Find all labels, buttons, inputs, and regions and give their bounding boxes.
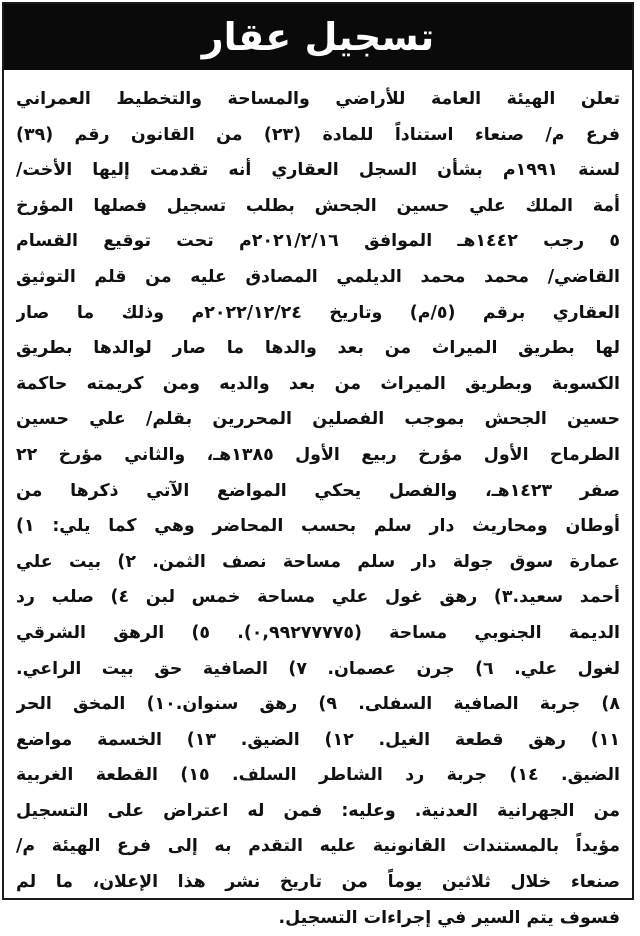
text-line: العقاري برقم (٥/م) وتاريخ ٢٠٢٢/١٢/٢٤م وذلك ما صار bbox=[16, 302, 620, 323]
text-line: الضيق. ١٤) جربة رد الشاطر السلف. ١٥) القطعة الغربية bbox=[16, 765, 620, 786]
text-line: أمة الملك علي حسين الجحش بطلب تسجيل فصلها المؤرخ bbox=[16, 195, 620, 216]
title-bar bbox=[4, 4, 632, 70]
text-line: تعلن الهيئة العامة للأراضي والمساحة والتخطيط العمراني bbox=[16, 89, 620, 109]
text-line: الكسوبة وبطريق الميراث من بعد والديه ومن كريمته حاكمة bbox=[16, 373, 620, 394]
notice-body bbox=[4, 70, 632, 936]
text-line: ٨) جربة الصافية السفلى. ٩) رهق سنوان.١٠) المخق الحر bbox=[16, 694, 620, 715]
text-line: أحمد سعيد.٣) رهق غول علي مساحة خمس لبن ٤) صلب رد bbox=[16, 587, 620, 608]
text-line: لسنة ١٩٩١م بشأن السجل العقاري أنه تقدمت إليها الأخت/ bbox=[16, 160, 620, 181]
text-line: من الجهرانية العدنية. وعليه: فمن له اعتراض على التسجيل bbox=[16, 800, 620, 821]
text-line: لها بطريق الميراث من بعد والدها ما صار لوالدها بطريق bbox=[16, 338, 620, 359]
text-line: صنعاء خلال ثلاثين يوماً من تاريخ نشر هذا الإعلان، ما لم bbox=[16, 872, 620, 893]
text-line: أوطان ومحاريث دار سلم بحسب المحاضر وهي كما يلي: ١) bbox=[16, 516, 620, 537]
text-line: ١١) رهق قطعة الغيل. ١٢) الضيق. ١٣) الخسمة مواضع bbox=[16, 729, 620, 750]
text-line: لغول علي. ٦) جرن عصمان. ٧) الصافية حق بيت الراعي. bbox=[16, 658, 620, 679]
text-line: فسوف يتم السير في إجراءات التسجيل. bbox=[278, 907, 620, 928]
text-line: القاضي/ محمد محمد الديلمي المصادق عليه من قلم التوثيق bbox=[16, 266, 620, 287]
text-line: فرع م/ صنعاء استناداً للمادة (٢٣) من القانون رقم (٣٩) bbox=[16, 124, 620, 145]
text-line: مؤيداً بالمستندات القانونية عليه التقدم به إلى فرع الهيئة م/ bbox=[16, 836, 620, 857]
text-line: الطرماح الأول مؤرخ ربيع الأول ١٣٨٥هـ، والثاني مؤرخ ٢٢ bbox=[16, 444, 620, 465]
text-line: الديمة الجنوبي مساحة (٠,٩٩٢٧٧٧٧٥). ٥) الرهق الشرقي bbox=[16, 622, 620, 643]
text-line: حسين الجحش بموجب الفصلين المحررين بقلم/ علي حسين bbox=[16, 409, 620, 430]
notice-title: تسجيل عقار bbox=[201, 15, 435, 59]
text-line: عمارة سوق جولة دار سلم مساحة نصف الثمن. ٢) بيت علي bbox=[16, 551, 620, 572]
text-line: صفر ١٤٢٣هـ، والفصل يحكي المواضع الآتي ذكرها من bbox=[16, 480, 620, 501]
notice-frame bbox=[2, 2, 634, 928]
text-line: ٥ رجب ١٤٤٢هـ الموافق ٢٠٢١/٢/١٦م تحت توقيع القسام bbox=[16, 231, 620, 252]
